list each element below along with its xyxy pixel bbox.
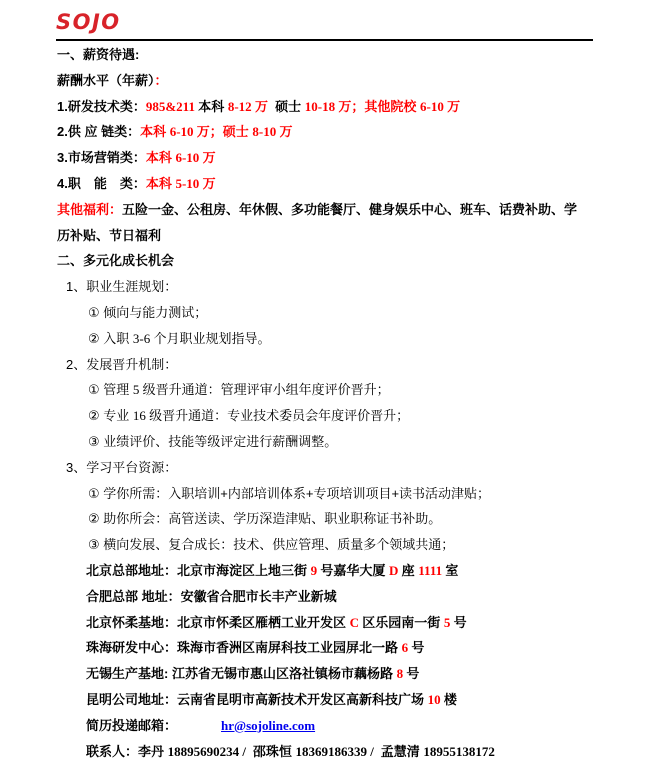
email-line bbox=[86, 713, 645, 739]
address-kunming bbox=[86, 687, 645, 713]
text-segment: 16 bbox=[132, 408, 150, 424]
section-2-heading bbox=[57, 248, 645, 274]
text-segment: 8-10 bbox=[252, 124, 280, 140]
document-body bbox=[0, 42, 645, 764]
text-segment: 昆明公司地址：云南省昆明市高新技术开发区高新科技广场 bbox=[86, 691, 428, 707]
text-segment: 号 bbox=[453, 614, 467, 630]
text-segment: 级晋升通道：专业技术委员会年度评价晋升； bbox=[149, 408, 410, 424]
text-segment: 18955138172 bbox=[423, 743, 495, 759]
text-segment: ③ 业绩评价、技能等级评定进行薪酬调整。 bbox=[88, 433, 338, 449]
text-segment: 合肥总部 地址：安徽省合肥市长丰产业新城 bbox=[86, 588, 337, 604]
text-segment: 万 bbox=[254, 98, 272, 114]
text-segment: 珠海研发中心：珠海市香洲区南屏科技工业园屏北一路 bbox=[86, 640, 402, 656]
text-segment: 座 bbox=[401, 562, 419, 578]
benefits-line-1 bbox=[57, 197, 645, 223]
text-segment: 本科 bbox=[145, 175, 176, 191]
text-segment: 2、发展晋升机制： bbox=[66, 356, 178, 372]
salary-level-heading bbox=[57, 68, 645, 94]
text-segment: 3.市场营销类： bbox=[57, 150, 146, 166]
text-segment: 6-10 bbox=[175, 150, 203, 166]
text-segment: 楼 bbox=[443, 691, 457, 707]
text-segment: ② 助你所会：高管送读、学历深造津贴、职业职称证书补助。 bbox=[88, 511, 442, 527]
benefits-line-2 bbox=[57, 223, 645, 249]
text-segment: 8 bbox=[396, 666, 407, 682]
text-segment: 18369186339 / bbox=[295, 743, 378, 759]
section-1-heading bbox=[57, 42, 645, 68]
text-segment: 其他福利： bbox=[57, 201, 123, 217]
address-hefei bbox=[86, 584, 645, 610]
text-segment: 1、职业生涯规划： bbox=[66, 279, 178, 295]
text-segment: 万 bbox=[279, 124, 293, 140]
text-segment: 9 bbox=[310, 562, 321, 578]
address-zhuhai bbox=[86, 635, 645, 661]
text-segment: ① 管理 bbox=[88, 382, 133, 398]
text-segment: 室 bbox=[445, 562, 459, 578]
text-segment: 万；硕士 bbox=[196, 124, 253, 140]
text-segment: 10 bbox=[427, 691, 444, 707]
text-segment: 8-12 bbox=[227, 98, 255, 114]
text-segment: ② 专业 bbox=[88, 408, 133, 424]
text-segment: 本科 bbox=[145, 150, 176, 166]
text-segment: 号 bbox=[411, 640, 425, 656]
text-segment: 个月职业规划指导。 bbox=[153, 330, 271, 346]
text-segment: 18895690234 / bbox=[167, 743, 250, 759]
address-huairou bbox=[86, 610, 645, 636]
salary-line-function bbox=[57, 171, 645, 197]
text-segment: 10-18 bbox=[304, 98, 339, 114]
text-segment: 本科 bbox=[140, 124, 170, 140]
text-segment: 无锡生产基地: 江苏省无锡市惠山区洛社镇杨市藕杨路 bbox=[86, 666, 397, 682]
text-segment: 联系人：李丹 bbox=[86, 743, 168, 759]
salary-line-marketing bbox=[57, 145, 645, 171]
text-segment: 万 bbox=[447, 98, 461, 114]
header-rule bbox=[56, 39, 593, 41]
text-segment: 号 bbox=[406, 666, 420, 682]
text-segment: ① 学你所需：入职培训+内部培训体系+专项培训项目+读书活动津贴； bbox=[88, 485, 491, 501]
text-segment: 级晋升通道：管理评审小组年度评价晋升； bbox=[142, 382, 390, 398]
sojo-logo: SOJO bbox=[56, 10, 121, 34]
address-wuxi bbox=[86, 661, 645, 687]
text-segment: 万 bbox=[202, 150, 216, 166]
text-segment: 北京怀柔基地：北京市怀柔区雁栖工业开发区 bbox=[86, 614, 350, 630]
text-segment: 号嘉华大厦 bbox=[320, 562, 389, 578]
text-segment: 一、薪资待遇: bbox=[57, 47, 140, 62]
learning-item-2 bbox=[88, 506, 645, 532]
contact-line bbox=[86, 739, 645, 765]
text-segment: C bbox=[349, 614, 363, 630]
promotion-item-1 bbox=[88, 377, 645, 403]
text-segment: 历补贴、节日福利 bbox=[57, 227, 162, 243]
text-segment: 6 bbox=[401, 640, 412, 656]
promotion-item-3 bbox=[88, 429, 645, 455]
promotion-item-2 bbox=[88, 403, 645, 429]
learning-item-3 bbox=[88, 532, 645, 558]
text-segment: 硕士 bbox=[271, 98, 305, 114]
text-segment: 薪酬水平（年薪） bbox=[57, 72, 155, 88]
text-segment: ： bbox=[154, 72, 168, 88]
text-segment: ① 倾向与能力测试； bbox=[88, 304, 208, 320]
text-segment: 本科 bbox=[198, 98, 228, 114]
text-segment: 区乐园南一街 bbox=[362, 614, 444, 630]
text-segment: 5 bbox=[132, 382, 143, 398]
text-segment: ② 入职 bbox=[88, 330, 133, 346]
text-segment: 1.研发技术类： bbox=[57, 98, 146, 114]
text-segment: 3、学习平台资源： bbox=[66, 459, 178, 475]
text-segment: 6-10 bbox=[420, 98, 448, 114]
text-segment: 万 bbox=[202, 175, 216, 191]
email-link[interactable]: hr@sojoline.com bbox=[221, 717, 316, 733]
text-segment: 5-10 bbox=[175, 175, 203, 191]
text-segment: 2.供 应 链类： bbox=[57, 124, 141, 140]
text-segment: 3-6 bbox=[132, 330, 154, 346]
text-segment: 万；其他院校 bbox=[338, 98, 421, 114]
text-segment: 985&211 bbox=[145, 98, 199, 114]
promotion-heading bbox=[66, 352, 645, 378]
text-segment: 孟慧清 bbox=[377, 743, 424, 759]
text-segment: 6-10 bbox=[169, 124, 197, 140]
text-segment: 邵珠恒 bbox=[249, 743, 296, 759]
text-segment: 二、多元化成长机会 bbox=[57, 253, 175, 269]
text-segment: 北京总部地址：北京市海淀区上地三街 bbox=[86, 562, 311, 578]
address-beijing-hq bbox=[86, 558, 645, 584]
text-segment: D bbox=[389, 562, 402, 578]
learning-item-1 bbox=[88, 481, 645, 507]
career-item-1 bbox=[88, 300, 645, 326]
salary-line-rd bbox=[57, 94, 645, 120]
learning-heading bbox=[66, 455, 645, 481]
text-segment: ③ 横向发展、复合成长：技术、供应管理、质量多个领域共通； bbox=[88, 537, 455, 553]
text-segment: 5 bbox=[443, 614, 454, 630]
text-segment: 4.职 能 类： bbox=[57, 175, 146, 191]
text-segment: 1111 bbox=[418, 562, 446, 578]
salary-line-supply bbox=[57, 119, 645, 145]
career-planning-heading bbox=[66, 274, 645, 300]
text-segment: 简历投递邮箱： bbox=[86, 717, 178, 733]
text-segment: 五险一金、公租房、年休假、多功能餐厅、健身娱乐中心、班车、话费补助、学 bbox=[122, 201, 578, 217]
career-item-2 bbox=[88, 326, 645, 352]
